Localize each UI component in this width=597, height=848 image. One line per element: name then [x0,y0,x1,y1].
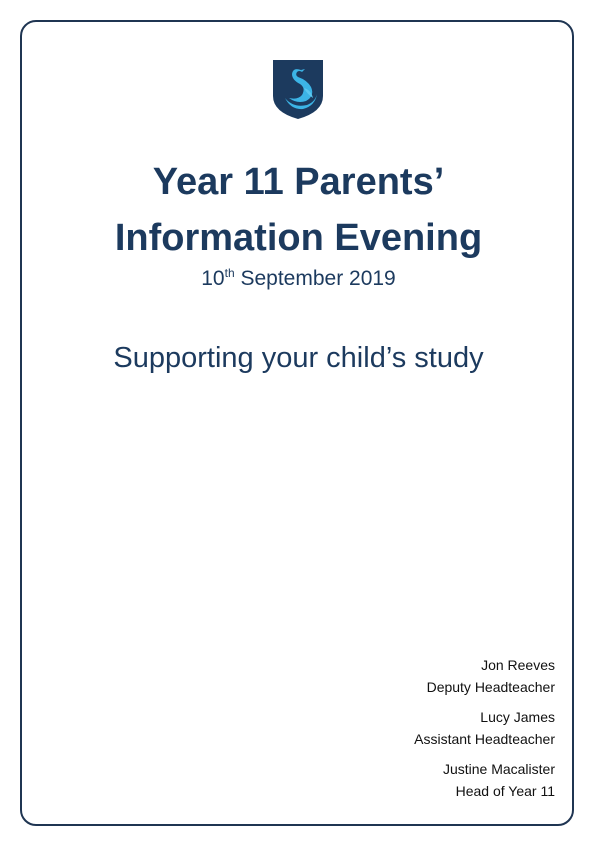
swan-crest-icon [271,58,325,120]
staff-entry [414,706,555,750]
staff-role: Head of Year 11 [455,783,555,799]
staff-name: Lucy James [480,709,555,725]
staff-role: Assistant Headteacher [414,731,555,747]
event-date-day: 10 [201,267,225,290]
event-date [0,266,597,292]
staff-entry [427,654,555,698]
staff-name: Justine Macalister [442,761,555,777]
event-date-ordinal-suffix: th [224,266,235,280]
staff-name: Jon Reeves [481,657,555,673]
page-subtitle: Supporting your child’s study [113,342,484,374]
staff-role: Deputy Headteacher [426,679,555,695]
event-date-month-year: September 2019 [234,267,396,290]
page-title-line-1: Year 11 Parents’ [152,161,445,203]
staff-entry [443,758,555,802]
page-title-line-2: Information Evening [114,217,483,259]
